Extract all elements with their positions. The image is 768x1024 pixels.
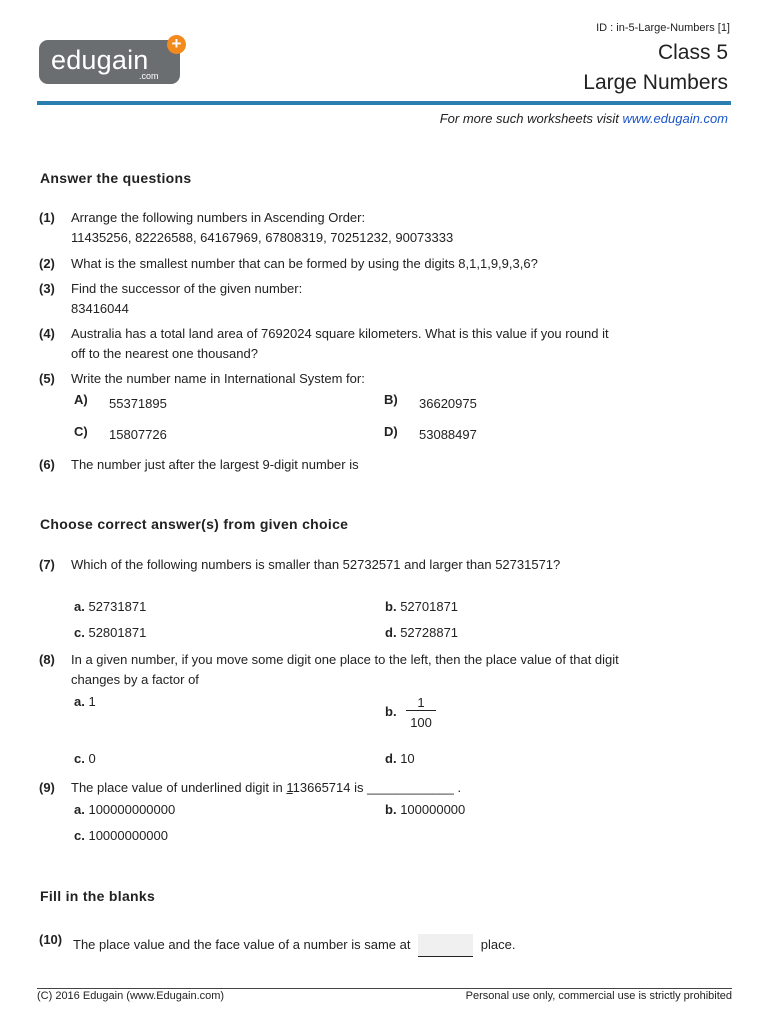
underlined-digit: 1 bbox=[286, 780, 293, 795]
class-title: Class 5 bbox=[657, 41, 728, 64]
question-number: (5) bbox=[39, 371, 55, 386]
question-text: Which of the following numbers is smaller than 52732571 and larger than 52731571? bbox=[71, 557, 561, 572]
question-number: (6) bbox=[39, 457, 55, 472]
question-post: is ____________ . bbox=[354, 780, 462, 795]
visit-prefix: For more such worksheets visit bbox=[439, 111, 619, 126]
option-label: A) bbox=[74, 392, 88, 407]
option-c[interactable] bbox=[74, 625, 146, 640]
question-line: changes by a factor of bbox=[71, 672, 199, 687]
question-line: Australia has a total land area of 7692024 square kilometers. What is this value if you round it bbox=[71, 326, 609, 341]
logo-text: edugain bbox=[51, 45, 149, 75]
option-d[interactable] bbox=[385, 625, 458, 640]
option-value: 0 bbox=[88, 751, 96, 766]
logo-com: .com bbox=[139, 71, 159, 81]
question-text bbox=[71, 650, 619, 690]
question-text: What is the smallest number that can be formed by using the digits 8,1,1,9,9,3,6? bbox=[71, 256, 538, 271]
visit-line bbox=[440, 111, 728, 126]
option-value: 36620975 bbox=[419, 396, 477, 411]
option-label: b. bbox=[385, 802, 397, 817]
question-line: Arrange the following numbers in Ascending Order: bbox=[71, 210, 366, 225]
section-title: Answer the questions bbox=[40, 170, 192, 186]
topic-title: Large Numbers bbox=[583, 71, 728, 94]
section-title: Fill in the blanks bbox=[40, 888, 156, 904]
option-b[interactable] bbox=[385, 599, 458, 614]
option-value: 53088497 bbox=[419, 427, 477, 442]
question-number: (2) bbox=[39, 256, 55, 271]
option-value: 52731871 bbox=[88, 599, 147, 614]
question-post: place. bbox=[480, 936, 516, 952]
option-value: 52701871 bbox=[400, 599, 459, 614]
option-label: a. bbox=[74, 694, 85, 709]
option-label: a. bbox=[74, 802, 85, 817]
question-text: Write the number name in International System for: bbox=[71, 371, 365, 386]
fraction bbox=[406, 695, 436, 730]
question-text bbox=[71, 778, 461, 798]
option-b[interactable] bbox=[385, 695, 436, 730]
option-label: b. bbox=[385, 599, 397, 614]
question-text bbox=[73, 934, 515, 957]
question-pre: The place value and the face value of a number is same at bbox=[73, 936, 411, 952]
option-value: 10 bbox=[400, 751, 415, 766]
footer-notice: Personal use only, commercial use is strictly prohibited bbox=[465, 990, 732, 1002]
number-rest: 13665714 bbox=[292, 780, 351, 795]
option-label: b. bbox=[385, 703, 397, 719]
question-line: Find the successor of the given number: bbox=[71, 281, 303, 296]
option-a[interactable] bbox=[74, 802, 175, 817]
answer-blank[interactable] bbox=[418, 934, 473, 957]
question-number: (10) bbox=[39, 932, 63, 947]
option-b[interactable] bbox=[385, 802, 465, 817]
plus-icon: + bbox=[167, 35, 186, 54]
option-value: 55371895 bbox=[109, 396, 167, 411]
option-label: a. bbox=[74, 599, 85, 614]
question-text bbox=[71, 324, 609, 364]
option-value: 100000000000 bbox=[88, 802, 176, 817]
option-a[interactable] bbox=[74, 694, 96, 709]
option-label: d. bbox=[385, 625, 397, 640]
option-value: 15807726 bbox=[109, 427, 167, 442]
option-c[interactable] bbox=[74, 751, 96, 766]
question-line: In a given number, if you move some digit one place to the left, then the place value of that digit bbox=[71, 652, 619, 667]
fraction-numerator: 1 bbox=[417, 695, 425, 710]
option-value: 52728871 bbox=[400, 625, 459, 640]
header-rule bbox=[37, 101, 731, 105]
option-value: 1 bbox=[88, 694, 96, 709]
option-a[interactable] bbox=[74, 599, 146, 614]
question-number: (4) bbox=[39, 326, 55, 341]
option-label: C) bbox=[74, 424, 88, 439]
worksheet-id: ID : in-5-Large-Numbers [1] bbox=[596, 22, 730, 34]
question-line: off to the nearest one thousand? bbox=[71, 346, 258, 361]
section-title: Choose correct answer(s) from given choice bbox=[40, 516, 349, 532]
option-value: 52801871 bbox=[88, 625, 147, 640]
question-text: The number just after the largest 9-digit number is bbox=[71, 457, 359, 472]
question-line: 83416044 bbox=[71, 301, 129, 316]
option-c[interactable] bbox=[74, 828, 168, 843]
option-label: c. bbox=[74, 625, 85, 640]
option-label: D) bbox=[384, 424, 398, 439]
question-number: (9) bbox=[39, 780, 55, 795]
fraction-denominator: 100 bbox=[406, 710, 436, 730]
option-label: B) bbox=[384, 392, 398, 407]
option-label: c. bbox=[74, 828, 85, 843]
visit-link[interactable]: www.edugain.com bbox=[622, 111, 728, 126]
question-number: (1) bbox=[39, 210, 55, 225]
option-d[interactable] bbox=[385, 751, 415, 766]
question-number: (8) bbox=[39, 652, 55, 667]
question-pre: The place value of underlined digit in bbox=[71, 780, 283, 795]
footer-copyright: (C) 2016 Edugain (www.Edugain.com) bbox=[37, 990, 225, 1002]
question-text bbox=[71, 279, 302, 319]
question-line: 11435256, 82226588, 64167969, 67808319, 70251232, 90073333 bbox=[71, 230, 454, 245]
option-value: 10000000000 bbox=[88, 828, 168, 843]
footer-rule bbox=[37, 988, 732, 989]
question-number: (3) bbox=[39, 281, 55, 296]
question-text bbox=[71, 208, 453, 248]
option-value: 100000000 bbox=[400, 802, 466, 817]
option-label: d. bbox=[385, 751, 397, 766]
edugain-logo bbox=[39, 34, 182, 84]
option-label: c. bbox=[74, 751, 85, 766]
question-number: (7) bbox=[39, 557, 55, 572]
